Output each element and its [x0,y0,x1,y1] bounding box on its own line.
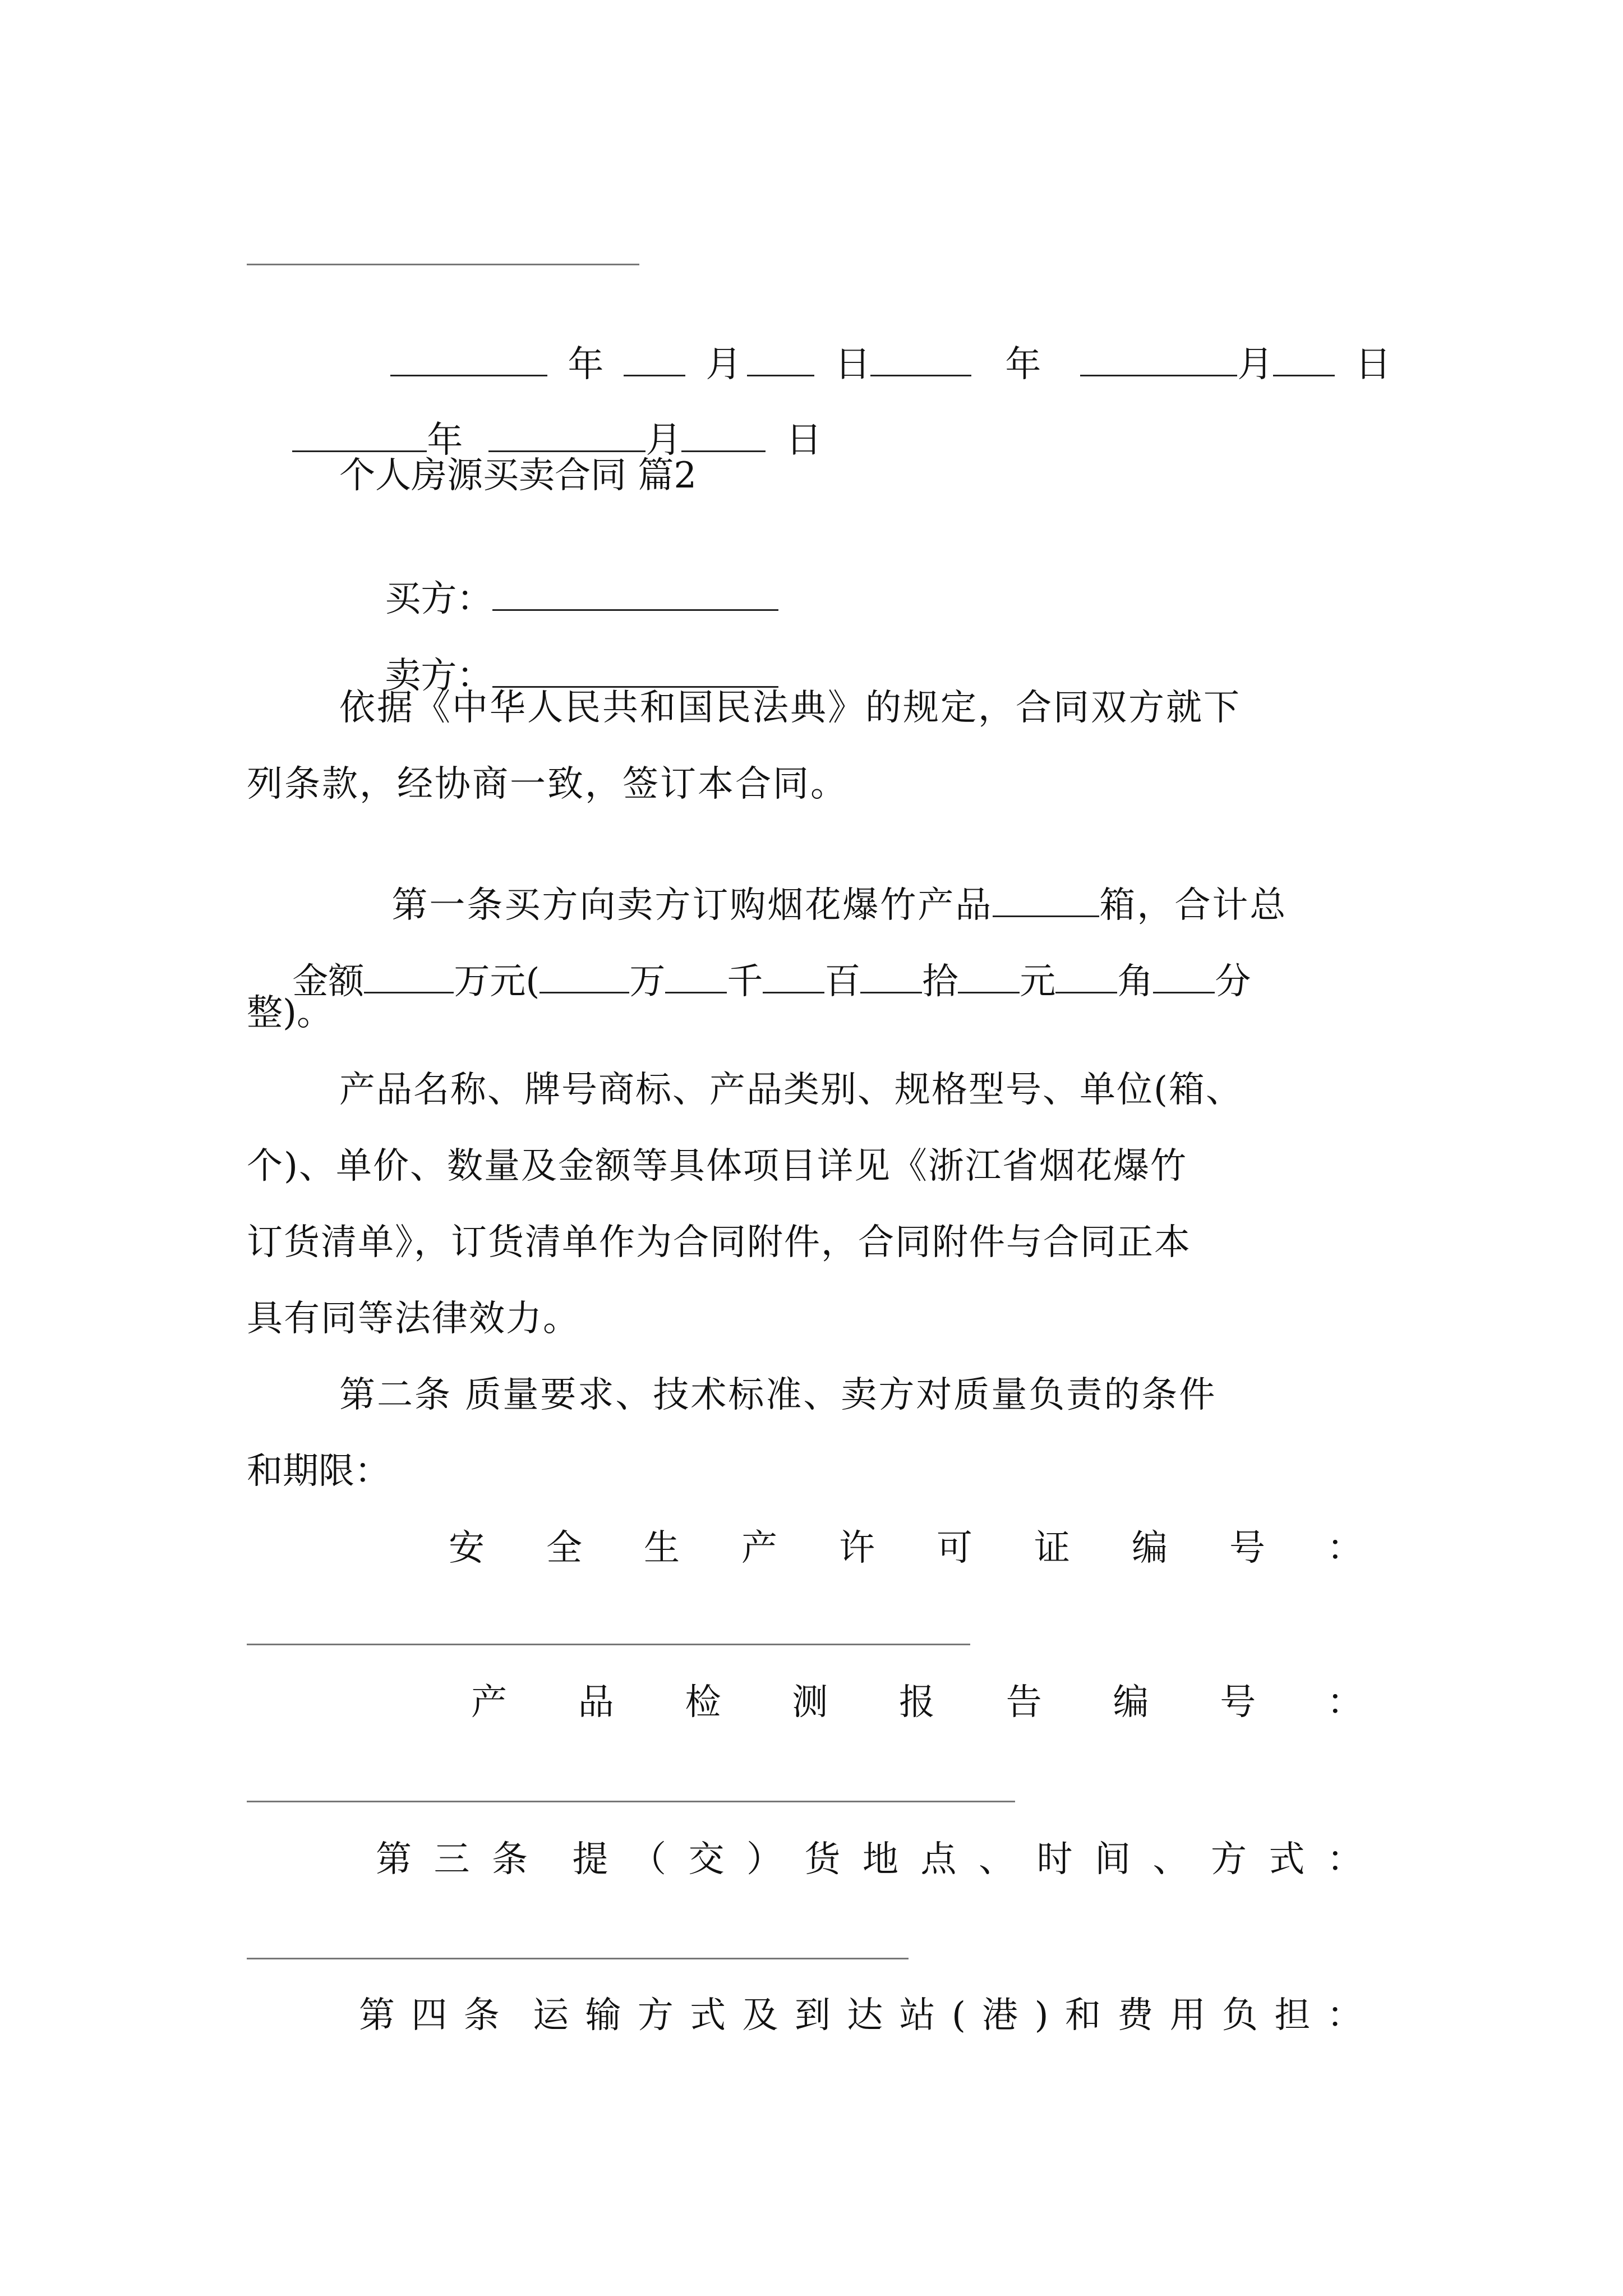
amount-unit-fen: 分 [1215,961,1251,1002]
blank-field [364,963,454,993]
product-line-3: 订货清单》，订货清单作为合同附件，合同附件与合同正本 [247,1222,1191,1263]
blank-field [860,963,922,993]
date-year-1: 年 [568,344,604,385]
article-1-line-2 [247,914,1251,1049]
label-char: ： [1327,1527,1363,1569]
label-char: 第 [376,1839,412,1880]
blank-field [870,346,971,376]
label-char: 三 [434,1839,470,1880]
label-char: 证 [1034,1527,1070,1569]
label-char: 检 [685,1682,721,1723]
blank-field [681,421,766,452]
amount-unit-yuan: 元 [1020,961,1056,1002]
label-char: 和 [1064,1995,1101,2036]
amount-unit-wan-yuan: 万元( [454,961,540,1002]
label-char: 点 [920,1839,957,1880]
label-char: 、 [1152,1839,1189,1880]
date-day-2: 日 [1355,344,1391,385]
label-char: 货 [804,1839,841,1880]
signature-line [247,264,639,265]
report-number-label [471,1680,1363,1725]
label-char: 产 [741,1527,777,1569]
label-char: 报 [899,1682,935,1723]
buyer-label: 买方： [385,578,493,620]
date-month-1: 月 [706,344,742,385]
product-line-2: 个)、单价、数量及金额等具体项目详见《浙江省烟花爆竹 [247,1145,1187,1187]
label-char: 生 [644,1527,680,1569]
label-char: ： [1327,1682,1363,1723]
date-month-2: 月 [1237,344,1274,385]
label-char: 用 [1169,1995,1206,2036]
amount-unit-shi: 拾 [922,961,958,1002]
seller-label: 卖方： [385,655,493,697]
label-char: 编 [1113,1682,1149,1723]
label-char: ) [1034,1995,1049,2036]
label-char: ： [1327,1839,1363,1880]
label-char: 告 [1006,1682,1042,1723]
amount-unit-bai: 百 [824,961,861,1002]
label-char: ： [1326,1995,1363,2036]
quantity-field [993,886,1099,917]
seller-field [492,657,778,688]
amount-label: 金额 [292,961,365,1002]
label-char: 方 [1211,1839,1247,1880]
blank-field [1080,346,1237,376]
blank-field [488,421,645,452]
intro-line-2: 列条款，经协商一致，签订本合同。 [247,763,848,805]
blank-field [1055,963,1117,993]
article-2-line-1: 第二条 质量要求、技术标准、卖方对质量负责的条件 [339,1374,1217,1416]
intro-line-1: 依据《中华人民共和国民法典》的规定，合同双方就下 [339,687,1241,729]
label-char: 间 [1095,1839,1131,1880]
product-line-4: 具有同等法律效力。 [247,1298,580,1340]
product-line-1: 产品名称、牌号商标、产品类别、规格型号、单位(箱、 [339,1069,1243,1111]
blank-field [958,963,1020,993]
amount-unit-wan: 万 [629,961,666,1002]
date-day-1: 日 [834,344,871,385]
label-char: 许 [839,1527,875,1569]
label-char: 产 [471,1682,507,1723]
label-char: 提 [572,1839,608,1880]
label-char: 可 [937,1527,972,1569]
article-2-line-2: 和期限： [247,1451,390,1492]
date-month-3: 月 [645,420,682,461]
label-char: 测 [792,1682,828,1723]
blank-field [390,346,547,376]
label-char: 条 [463,1995,500,2036]
label-char: 地 [863,1839,898,1880]
section-title: 个人房源买卖合同 篇2 [339,455,697,496]
label-char: 到 [794,1995,831,2036]
amount-unit-jiao: 角 [1117,961,1154,1002]
label-char: 交 [688,1839,725,1880]
label-char: 条 [492,1839,528,1880]
label-char: 输 [585,1995,621,2036]
license-number-line [247,1644,970,1645]
label-char: 达 [847,1995,883,2036]
label-char: 负 [1222,1995,1258,2036]
label-char: 担 [1274,1995,1311,2036]
label-char: ） [746,1839,782,1880]
label-char: 费 [1117,1995,1154,2036]
label-char: 安 [449,1527,485,1569]
date-year-2: 年 [1005,344,1041,385]
label-char: 运 [533,1995,569,2036]
label-char: 港 [982,1995,1018,2036]
report-number-line [247,1801,1015,1802]
label-char: 及 [742,1995,778,2036]
blank-field [1153,963,1215,993]
article-4-label [359,1993,1363,2038]
label-char: 号 [1220,1682,1256,1723]
date-day-3: 日 [786,420,822,461]
label-char: 、 [979,1839,1015,1880]
date-year-3: 年 [427,420,463,461]
label-char: 品 [578,1682,614,1723]
label-char: 方 [637,1995,674,2036]
blank-field [292,421,427,452]
label-char: 号 [1229,1527,1265,1569]
label-char: ( [951,1995,966,2036]
article-1-line-3: 整)。 [247,992,333,1034]
label-char: 第 [359,1995,395,2036]
buyer-field [492,580,778,611]
blank-field [665,963,727,993]
blank-field [763,963,824,993]
article-1-text-a: 第一条买方向卖方订购烟花爆竹产品 [391,885,993,926]
label-char: 时 [1036,1839,1073,1880]
blank-field [1273,346,1335,376]
label-char: 站 [899,1995,935,2036]
label-char: 编 [1132,1527,1168,1569]
blank-field [624,346,685,376]
article-1-text-b: 箱，合计总 [1099,885,1288,926]
label-char: 四 [411,1995,448,2036]
label-char: 式 [690,1995,726,2036]
blank-field [540,963,629,993]
label-char: 式 [1269,1839,1305,1880]
label-char: 全 [546,1527,582,1569]
article-3-line [247,1958,909,1959]
blank-field [747,346,814,376]
label-char: （ [630,1839,666,1880]
amount-unit-qian: 千 [727,961,763,1002]
article-3-label [376,1837,1363,1882]
license-number-label [449,1526,1363,1571]
